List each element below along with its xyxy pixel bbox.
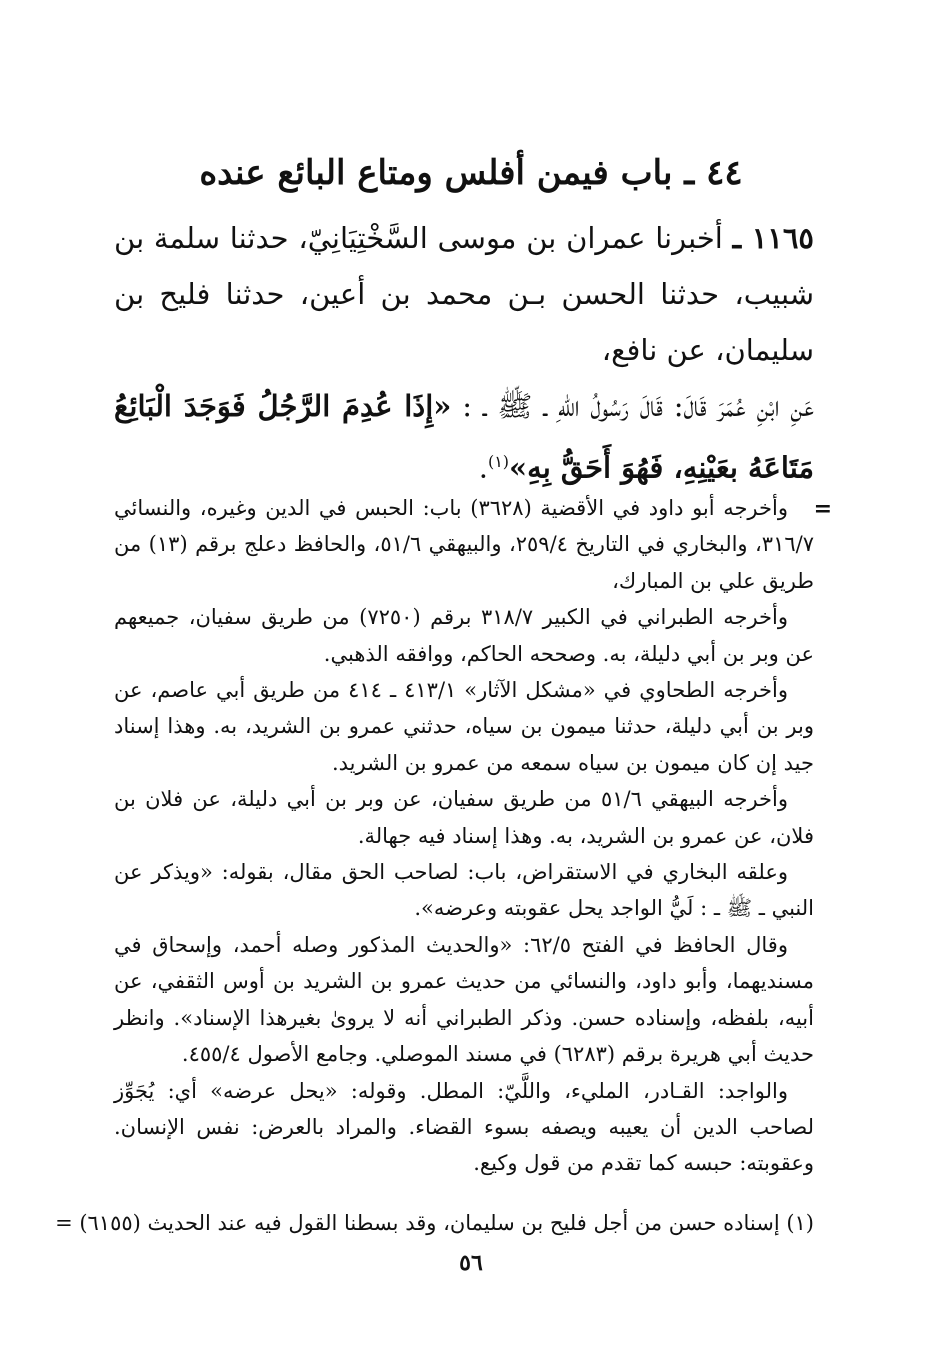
- continuation-mark: =: [813, 496, 832, 522]
- footnote: (١) إسناده حسن من أجل فليح بن سليمان، وقد بسطنا القول فيه عند الحديث (٦١٥٥) =: [55, 1211, 814, 1235]
- note-paragraph: وعلقه البخاري في الاستقراض، باب: لصاحب الحق مقال، بقوله: «ويذكر عن النبي ـ ﷺ ـ : لَيُّ الواجد يحل عقوبته وعرضه».: [114, 860, 814, 921]
- note-paragraph: وأخرجه الطبراني في الكبير ٣١٨/٧ برقم (٧٢٥٠) من طريق سفيان، جميعهم عن وبر بن أبي دليلة، به. وصححه الحاكم، ووافقه الذهبي.: [114, 605, 814, 666]
- matn-intro: عَنِ ابْنِ عُمَرَ قَالَ: قَالَ رَسُولُ اللهِ ـ ﷺ ـ :: [462, 389, 815, 423]
- isnad-text: أخبرنا عمران بن موسى السَّخْتِيَانِيّ، حدثنا سلمة بن شبيب، حدثنا الحسن بـن محمد بن أعين، حدثنا فليح بن سليمان، عن نافع،: [114, 221, 814, 367]
- note-paragraph: وأخرجه الطحاوي في «مشكل الآثار» ٤١٣/١ ـ ٤١٤ من طريق أبي عاصم، عن وبر بن أبي دليلة، حدثنا ميمون بن سياه، حدثني عمرو بن الشريد، به. وهذا إسناد جيد إن كان ميمون بن سياه سمعه من عمرو بن الشريد.: [114, 678, 814, 775]
- note-paragraph: وأخرجه أبو داود في الأقضية (٣٦٢٨) باب: الحبس في الدين وغيره، والنسائي ٣١٦/٧، والبخاري في التاريخ ٢٥٩/٤، والبيهقي ٥١/٦، والحافظ دعلج برقم (١٣) من طريق علي بن المبارك،: [114, 496, 814, 593]
- hadith-isnad: [114, 210, 814, 378]
- note-paragraph: وأخرجه البيهقي ٥١/٦ من طريق سفيان، عن وبر بن أبي دليلة، عن فلان بن فلان، عن عمرو بن الشريد، به. وهذا إسناد فيه جهالة.: [114, 787, 814, 848]
- note-paragraph: والواجد: القـادر، المليء، واللَّيّ: المطل. وقوله: «يحل عرضه» أي: يُجَوِّز لصاحب الدين أن يعيبه ويصفه بسوء القضاء. والمراد بالعرض: نفس الإنسان. وعقوبته: حبسه كما تقدم من قول وكيع.: [114, 1078, 814, 1176]
- hadith-number: ١١٦٥ ـ: [732, 221, 815, 255]
- hadith-matn: [114, 378, 814, 496]
- matn-saying: «إِذَا عُدِمَ الرَّجُلُ فَوَجَدَ الْبَائِعُ مَتَاعَهُ بعَيْنِهِ، فَهُوَ أَحَقُّ بِهِ»: [114, 389, 814, 485]
- matn-end: .: [478, 450, 488, 485]
- note-paragraph: وقال الحافظ في الفتح ٦٢/٥: «والحديث المذكور وصله أحمد، وإسحاق في مسنديهما، وأبو داود، والنسائي من حديث عمرو بن الشريد بن أوس الثقفي، عن أبيه، بلفظه، وإسناده حسن. وذكر الطبراني أنه لا يروىٰ بغيرهذا الإسناد». وانظر حديث أبي هريرة برقم (٦٢٨٣) في مسند الموصلي. وجامع الأصول ٤٥٥/٤.: [114, 932, 814, 1067]
- chapter-title: ٤٤ ـ باب فيمن أفلس ومتاع البائع عنده: [199, 153, 743, 193]
- commentary-notes: [114, 490, 814, 1182]
- footnote-reference: (١): [487, 452, 510, 471]
- page-number: ٥٦: [459, 1250, 483, 1276]
